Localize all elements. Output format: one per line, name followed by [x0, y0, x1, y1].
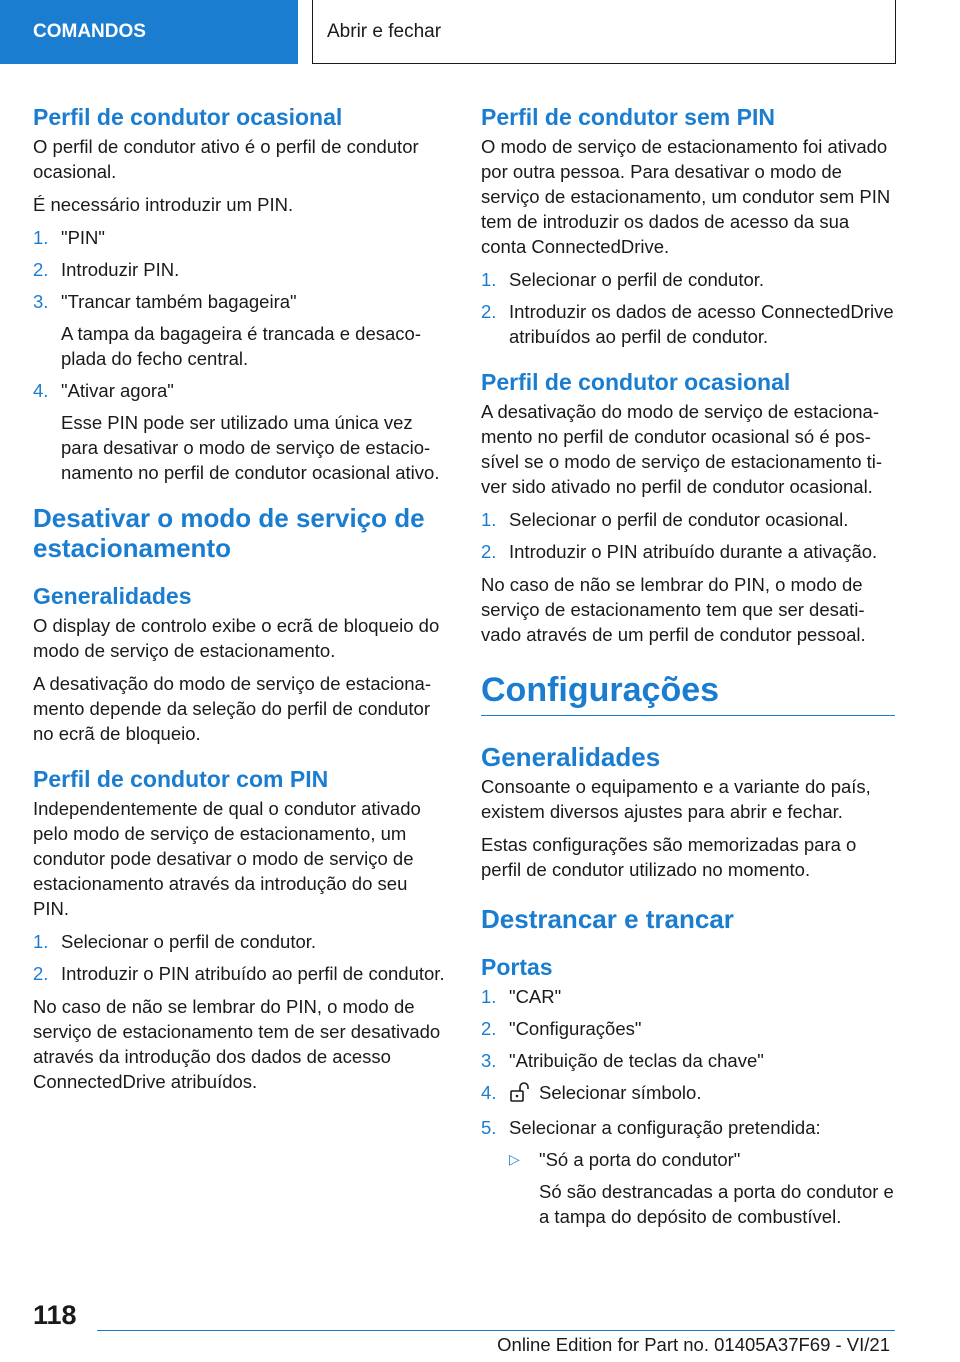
list-item — [481, 984, 895, 1009]
heading-desativar: Desativar o modo de serviço de estacionamento — [33, 503, 425, 563]
step-text: "Atribuição de teclas da chave" — [509, 1050, 764, 1071]
list-item — [481, 1016, 895, 1041]
step-text: Introduzir o PIN atribuído durante a ativação. — [509, 541, 878, 562]
heading-destrancar: Destrancar e trancar — [481, 904, 734, 934]
step-number: 3. — [481, 1050, 497, 1071]
step-text: Selecionar a configuração pretendida: — [509, 1117, 821, 1138]
section-label: COMANDOS — [33, 21, 146, 42]
heading-perfil-ocasional-2: Perfil de condutor ocasional — [481, 369, 791, 395]
list-item — [33, 225, 447, 250]
paragraph: No caso de não se lembrar do PIN, o modo de serviço de estacionamento tem que ser desativado através de um perfil de condutor pessoal. — [481, 574, 866, 645]
paragraph: No caso de não se lembrar do PIN, o modo de serviço de estacionamento tem de ser desativado através da introdução dos dados de acesso ConnectedDrive atribuídos. — [33, 996, 441, 1092]
paragraph: O perfil de condutor ativo é o perfil de condutor ocasional. — [33, 136, 419, 182]
step-text: Introduzir os dados de acesso ConnectedDrive atribuídos ao perfil de condutor. — [509, 301, 894, 347]
paragraph: A desativação do modo de serviço de estacionamento depende da seleção do perfil de condutor no ecrã de bloqueio. — [33, 673, 432, 744]
step-number: 2. — [481, 1018, 497, 1039]
steps-list — [481, 507, 895, 564]
list-item — [33, 289, 447, 371]
chapter-label: Abrir e fechar — [327, 20, 442, 42]
step-number: 4. — [481, 1082, 497, 1103]
step-number: 5. — [481, 1117, 497, 1138]
right-column — [481, 102, 895, 1237]
option-title: "Só a porta do condutor" — [539, 1149, 741, 1170]
left-column — [33, 102, 447, 1102]
option-bullet — [509, 1147, 895, 1229]
steps-list — [33, 929, 447, 986]
step-number: 2. — [33, 963, 49, 984]
steps-list — [481, 984, 895, 1229]
list-item — [481, 1115, 895, 1229]
list-item — [481, 267, 895, 292]
step-number: 2. — [481, 301, 497, 322]
step-text: Introduzir PIN. — [61, 259, 180, 280]
list-item — [33, 961, 447, 986]
step-text: Selecionar o perfil de condutor ocasional. — [509, 509, 849, 530]
step-text: "CAR" — [509, 986, 562, 1007]
paragraph: O display de controlo exibe o ecrã de bloqueio do modo de serviço de estacionamento. — [33, 615, 440, 661]
list-item — [481, 1048, 895, 1073]
step-text: "Ativar agora" — [61, 380, 174, 401]
step-text: Selecionar o perfil de condutor. — [509, 269, 765, 290]
list-item — [481, 1080, 895, 1108]
step-number: 2. — [481, 541, 497, 562]
heading-perfil-sem-pin: Perfil de condutor sem PIN — [481, 104, 775, 130]
step-number: 1. — [481, 509, 497, 530]
steps-list — [481, 267, 895, 349]
heading-configuracoes: Configurações — [481, 669, 895, 716]
step-text: "Trancar também bagageira" — [61, 291, 297, 312]
step-text: "Configurações" — [509, 1018, 642, 1039]
chapter-tab — [312, 0, 896, 64]
paragraph: Independentemente de qual o condutor ativado pelo modo de serviço de estacionamento, um condutor pode desativar o modo de serviço de estacionamento através da introdução do seu PIN. — [33, 798, 421, 919]
heading-generalidades: Generalidades — [33, 583, 192, 609]
paragraph: A desativação do modo de serviço de estacionamento no perfil de condutor ocasional só é possível se o modo de serviço de estacionamento tiver sido ativado no perfil de condutor ocasional. — [481, 401, 883, 497]
list-item — [481, 299, 895, 349]
step-number: 1. — [33, 931, 49, 952]
unlock-icon — [509, 1082, 531, 1108]
step-text: Introduzir o PIN atribuído ao perfil de condutor. — [61, 963, 445, 984]
step-number: 3. — [33, 291, 49, 312]
step-number: 1. — [481, 986, 497, 1007]
step-number: 1. — [481, 269, 497, 290]
section-tab — [0, 0, 298, 64]
step-number: 1. — [33, 227, 49, 248]
page-number: 118 — [33, 1300, 77, 1330]
step-detail: A tampa da bagageira é trancada e desacoplada do fecho central. — [61, 323, 421, 369]
list-item — [33, 257, 447, 282]
footer-edition: Online Edition for Part no. 01405A37F69 - VI/21 — [497, 1334, 890, 1355]
steps-list — [33, 225, 447, 485]
paragraph: O modo de serviço de estacionamento foi ativado por outra pessoa. Para desativar o modo de serviço de estacionamento, um condutor sem PIN tem de introduzir os dados de acesso da sua conta ConnectedDrive. — [481, 136, 891, 257]
list-item — [33, 378, 447, 485]
step-text: "PIN" — [61, 227, 105, 248]
heading-portas: Portas — [481, 954, 553, 980]
heading-perfil-ocasional: Perfil de condutor ocasional — [33, 104, 343, 130]
list-item — [481, 507, 895, 532]
triangle-bullet-icon: ▷ — [509, 1151, 520, 1167]
paragraph: Estas configurações são memorizadas para o perfil de condutor utilizado no momento. — [481, 834, 857, 880]
list-item — [33, 929, 447, 954]
step-number: 2. — [33, 259, 49, 280]
step-text: Selecionar o perfil de condutor. — [61, 931, 317, 952]
paragraph: É necessário introduzir um PIN. — [33, 194, 294, 215]
heading-generalidades-2: Generalidades — [481, 742, 661, 772]
paragraph: Consoante o equipamento e a variante do país, existem diversos ajustes para abrir e fechar. — [481, 776, 871, 822]
footer-divider — [97, 1330, 895, 1331]
list-item — [481, 539, 895, 564]
heading-perfil-com-pin: Perfil de condutor com PIN — [33, 766, 329, 792]
step-number: 4. — [33, 380, 49, 401]
step-text: Selecionar símbolo. — [539, 1082, 702, 1103]
step-detail: Esse PIN pode ser utilizado uma única vez para desativar o modo de serviço de estacionamento no perfil de condutor ocasional ativo. — [61, 412, 440, 483]
option-detail: Só são destrancadas a porta do condutor e a tampa do depósito de combustível. — [539, 1181, 894, 1227]
